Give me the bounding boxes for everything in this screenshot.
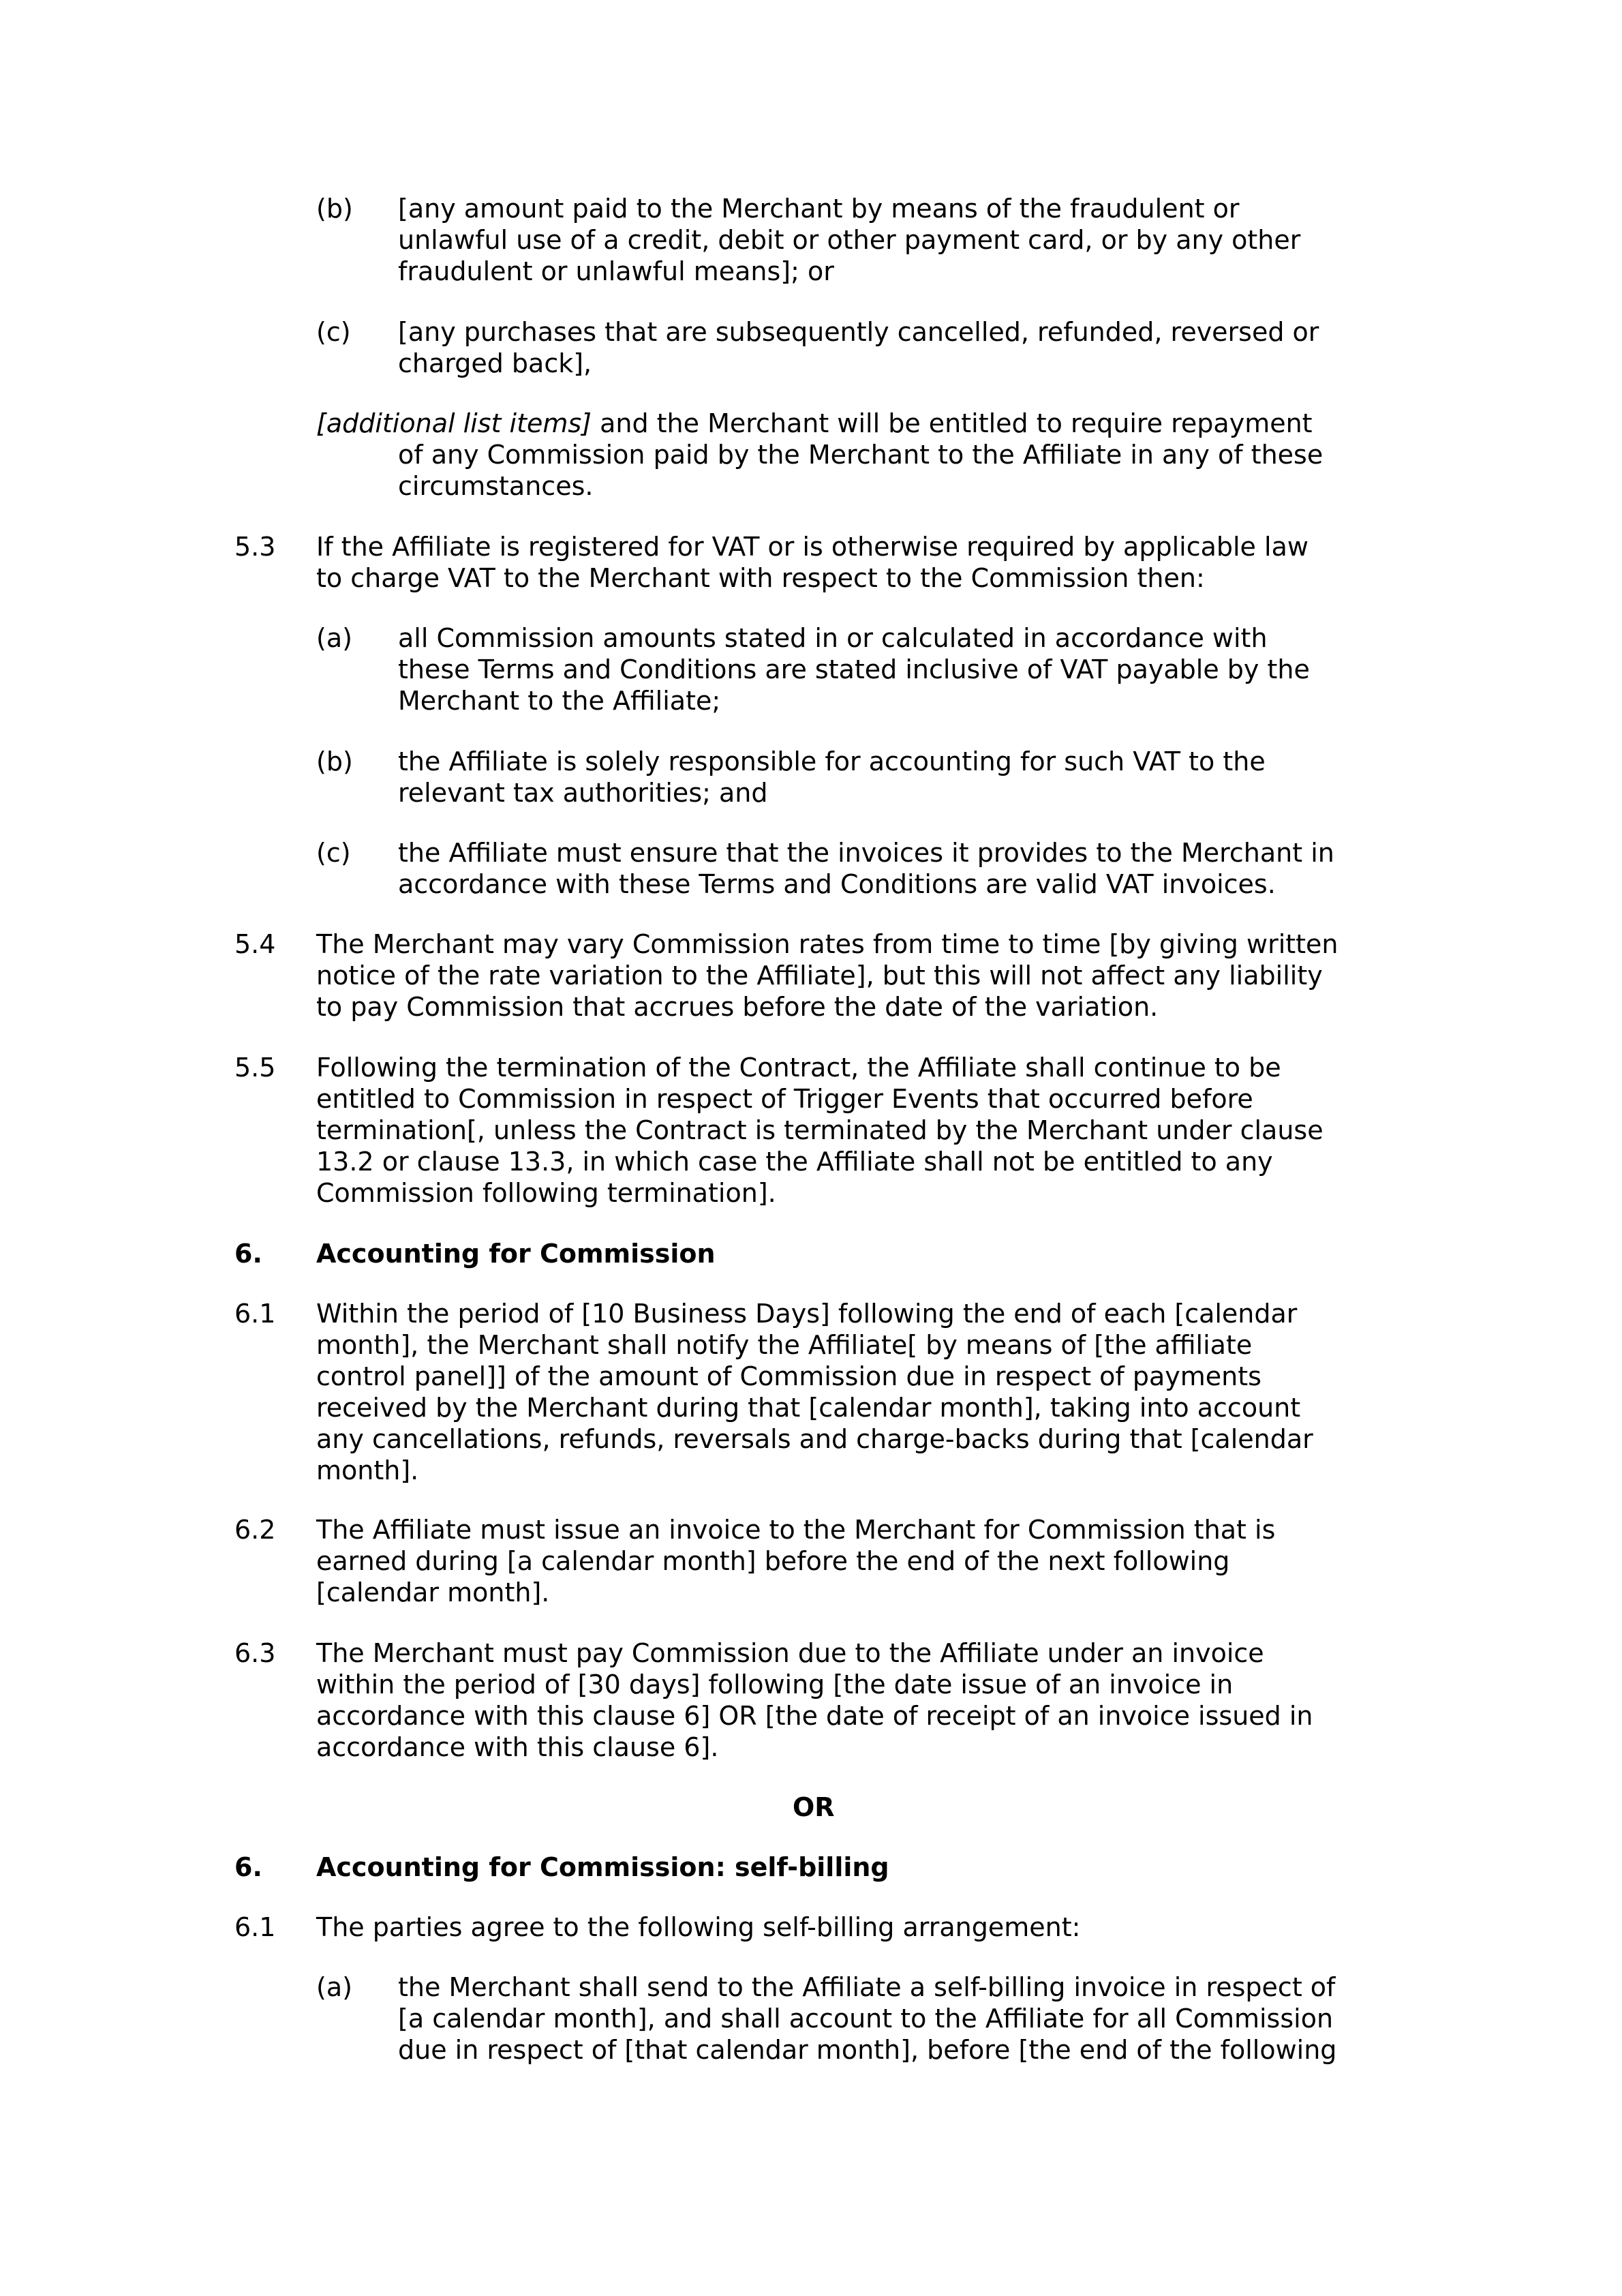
clause-number: 6.1	[234, 1912, 276, 1942]
item-line: the Affiliate must ensure that the invoices it provides to the Merchant in	[398, 838, 1334, 868]
item-line: these Terms and Conditions are stated inclusive of VAT payable by the	[398, 654, 1310, 684]
clause-line: termination[, unless the Contract is terminated by the Merchant under clause	[316, 1115, 1323, 1145]
item-line: all Commission amounts stated in or calculated in accordance with	[398, 623, 1268, 653]
clause-line: received by the Merchant during that [calendar month], taking into account	[316, 1393, 1301, 1423]
clause-line: any cancellations, refunds, reversals and charge-backs during that [calendar	[316, 1424, 1313, 1454]
clause-line: Commission following termination].	[316, 1178, 776, 1208]
item-label: (b)	[316, 746, 353, 776]
clause-line: The Merchant may vary Commission rates from time to time [by giving written	[316, 929, 1338, 959]
clause-line: earned during [a calendar month] before the end of the next following	[316, 1546, 1230, 1576]
clause-line: The Affiliate must issue an invoice to the Merchant for Commission that is	[316, 1515, 1276, 1545]
clause-number: 6.1	[234, 1299, 276, 1329]
section-number: 6.	[234, 1852, 262, 1882]
section-number: 6.	[234, 1239, 262, 1269]
item-line: the Merchant shall send to the Affiliate a self-billing invoice in respect of	[398, 1972, 1336, 2002]
item-line: due in respect of [that calendar month], before [the end of the following	[398, 2035, 1337, 2065]
paragraph-text: and the Merchant will be entitled to require repayment	[592, 408, 1313, 438]
clause-number: 5.4	[234, 929, 276, 959]
section-title: Accounting for Commission	[316, 1239, 716, 1269]
clause-line: [calendar month].	[316, 1577, 550, 1607]
clause-line: entitled to Commission in respect of Trigger Events that occurred before	[316, 1084, 1253, 1114]
item-line: unlawful use of a credit, debit or other payment card, or by any other	[398, 225, 1301, 255]
clause-line: to pay Commission that accrues before the date of the variation.	[316, 992, 1159, 1022]
section-title: Accounting for Commission: self-billing	[316, 1852, 889, 1882]
clause-number: 6.3	[234, 1638, 276, 1668]
item-label: (a)	[316, 1972, 352, 2002]
item-line: [any amount paid to the Merchant by means of the fraudulent or	[398, 194, 1240, 224]
item-line: relevant tax authorities; and	[398, 778, 768, 808]
item-label: (c)	[316, 317, 351, 347]
clause-line: If the Affiliate is registered for VAT or is otherwise required by applicable law	[316, 532, 1309, 562]
clause-number: 5.5	[234, 1053, 276, 1083]
clause-line: accordance with this clause 6].	[316, 1732, 719, 1762]
or-separator: OR	[793, 1792, 835, 1822]
paragraph-line: of any Commission paid by the Merchant to the Affiliate in any of these	[398, 440, 1323, 470]
clause-line: control panel]] of the amount of Commission due in respect of payments	[316, 1361, 1261, 1391]
clause-line: accordance with this clause 6] OR [the date of receipt of an invoice issued in	[316, 1701, 1313, 1731]
item-line: Merchant to the Affiliate;	[398, 686, 721, 716]
clause-line: The Merchant must pay Commission due to the Affiliate under an invoice	[316, 1638, 1264, 1668]
clause-line: 13.2 or clause 13.3, in which case the Affiliate shall not be entitled to any	[316, 1147, 1273, 1177]
paragraph-first-line	[316, 408, 1313, 439]
clause-line: to charge VAT to the Merchant with respect to the Commission then:	[316, 563, 1205, 593]
item-line: [a calendar month], and shall account to the Affiliate for all Commission	[398, 2004, 1334, 2034]
item-label: (c)	[316, 838, 351, 868]
item-label: (b)	[316, 194, 353, 224]
clause-line: month], the Merchant shall notify the Affiliate[ by means of [the affiliate	[316, 1330, 1253, 1360]
item-label: (a)	[316, 623, 352, 653]
item-line: the Affiliate is solely responsible for accounting for such VAT to the	[398, 746, 1266, 776]
item-line: accordance with these Terms and Conditions are valid VAT invoices.	[398, 869, 1276, 899]
paragraph-line: circumstances.	[398, 471, 594, 501]
clause-line: month].	[316, 1455, 419, 1485]
clause-line: within the period of [30 days] following [the date issue of an invoice in	[316, 1670, 1234, 1700]
item-line: charged back],	[398, 348, 592, 378]
clause-line: notice of the rate variation to the Affiliate], but this will not affect any liability	[316, 961, 1323, 991]
item-line: [any purchases that are subsequently cancelled, refunded, reversed or	[398, 317, 1319, 347]
clause-number: 5.3	[234, 532, 276, 562]
item-line: fraudulent or unlawful means]; or	[398, 256, 834, 286]
italic-placeholder: [additional list items]	[316, 408, 592, 438]
clause-number: 6.2	[234, 1515, 276, 1545]
clause-line: Following the termination of the Contract, the Affiliate shall continue to be	[316, 1053, 1281, 1083]
clause-line: The parties agree to the following self-billing arrangement:	[316, 1912, 1081, 1942]
clause-line: Within the period of [10 Business Days] following the end of each [calendar	[316, 1299, 1298, 1329]
